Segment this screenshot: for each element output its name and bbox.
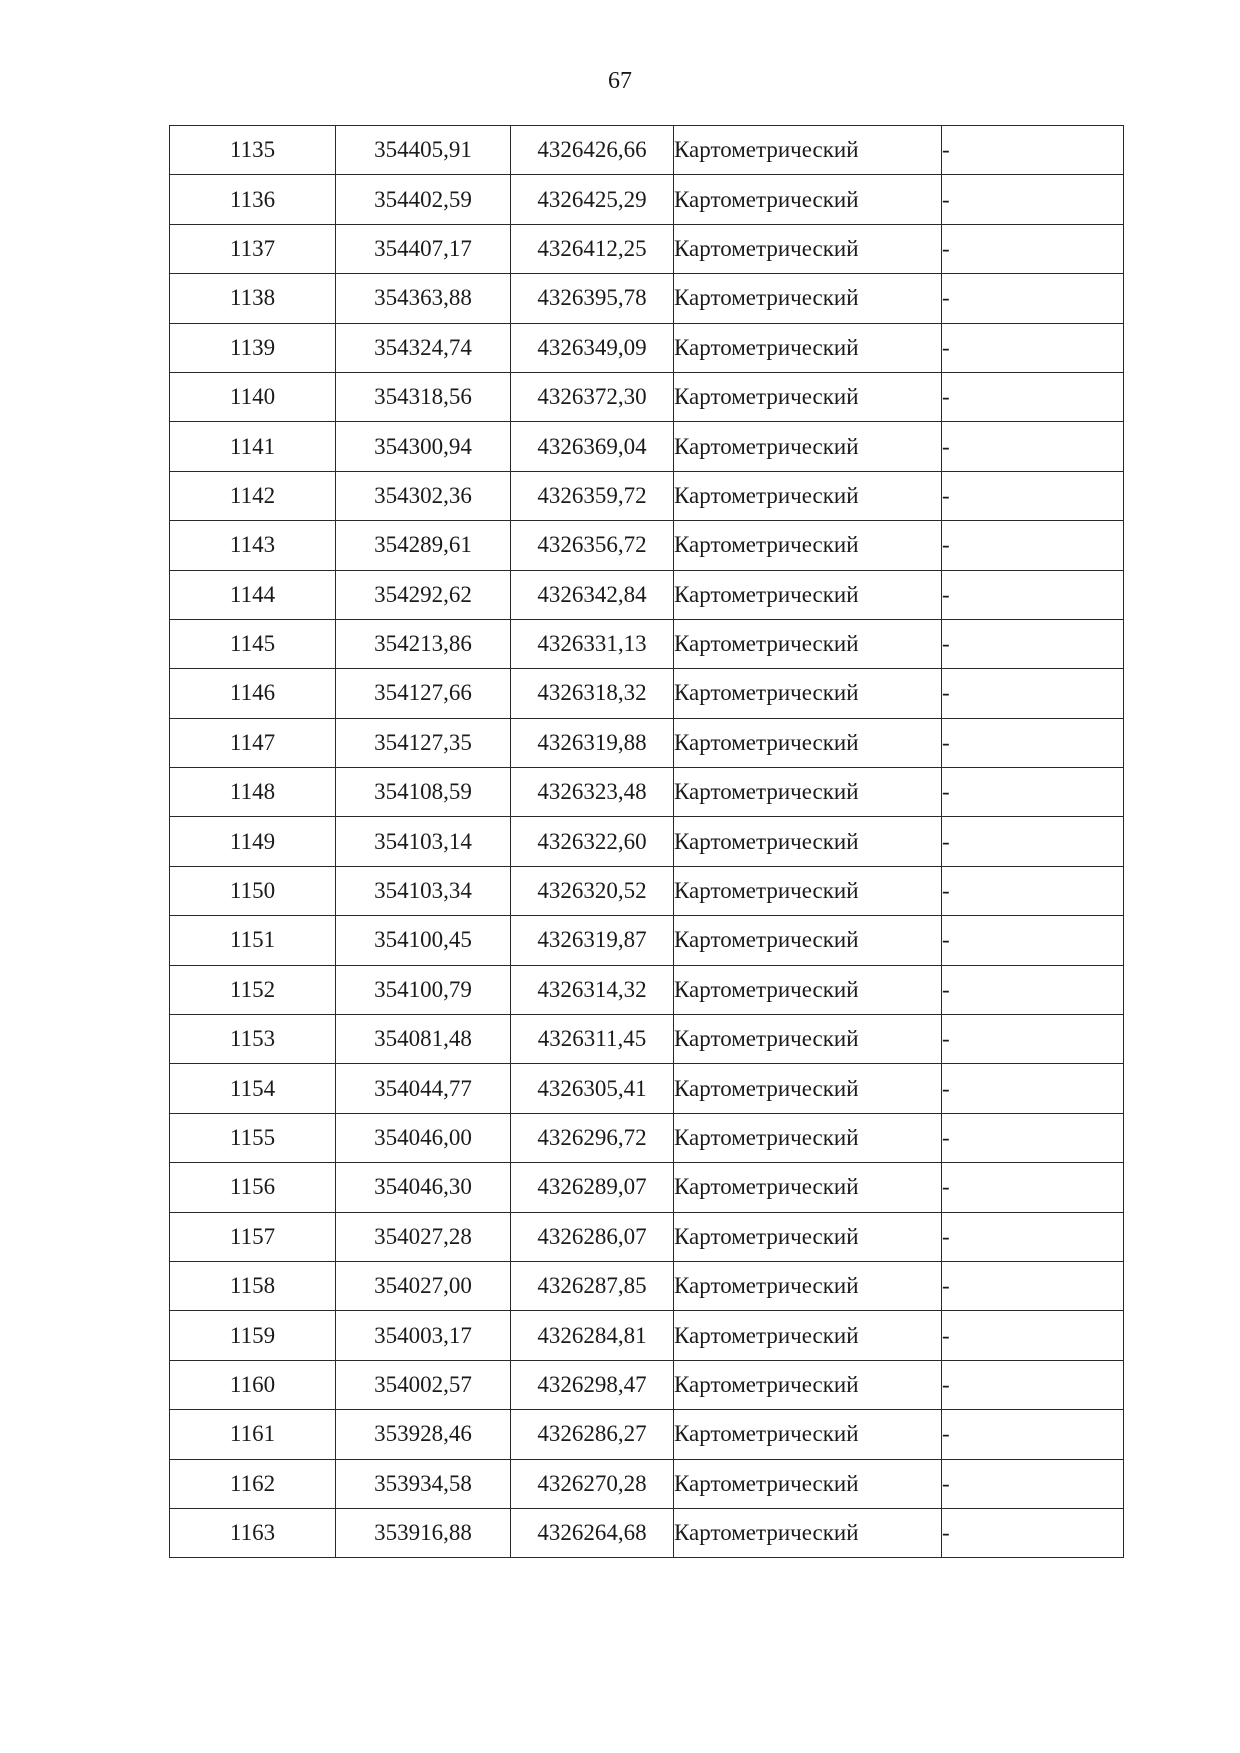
- table-row: [170, 768, 1124, 817]
- method-cell: Картометрический: [674, 521, 942, 570]
- note-cell: -: [942, 1261, 1124, 1310]
- x-coordinate-cell: 354127,35: [336, 718, 511, 767]
- table-row: [170, 1113, 1124, 1162]
- method-cell: Картометрический: [674, 1311, 942, 1360]
- method-cell: Картометрический: [674, 1261, 942, 1310]
- x-coordinate-cell: 354100,45: [336, 916, 511, 965]
- y-coordinate-cell: 4326318,32: [511, 669, 674, 718]
- point-number-cell: 1152: [170, 965, 336, 1014]
- table-row: [170, 1212, 1124, 1261]
- y-coordinate-cell: 4326356,72: [511, 521, 674, 570]
- point-number-cell: 1148: [170, 768, 336, 817]
- y-coordinate-cell: 4326296,72: [511, 1113, 674, 1162]
- note-cell: -: [942, 323, 1124, 372]
- table-row: [170, 570, 1124, 619]
- y-coordinate-cell: 4326412,25: [511, 224, 674, 273]
- method-cell: Картометрический: [674, 1064, 942, 1113]
- table-row: [170, 126, 1124, 175]
- method-cell: Картометрический: [674, 274, 942, 323]
- point-number-cell: 1138: [170, 274, 336, 323]
- y-coordinate-cell: 4326342,84: [511, 570, 674, 619]
- point-number-cell: 1135: [170, 126, 336, 175]
- table-row: [170, 274, 1124, 323]
- note-cell: -: [942, 1163, 1124, 1212]
- point-number-cell: 1159: [170, 1311, 336, 1360]
- x-coordinate-cell: 354027,28: [336, 1212, 511, 1261]
- note-cell: -: [942, 1459, 1124, 1508]
- x-coordinate-cell: 354213,86: [336, 619, 511, 668]
- note-cell: -: [942, 1311, 1124, 1360]
- point-number-cell: 1149: [170, 817, 336, 866]
- y-coordinate-cell: 4326287,85: [511, 1261, 674, 1310]
- point-number-cell: 1145: [170, 619, 336, 668]
- note-cell: -: [942, 126, 1124, 175]
- y-coordinate-cell: 4326270,28: [511, 1459, 674, 1508]
- method-cell: Картометрический: [674, 768, 942, 817]
- table-row: [170, 1064, 1124, 1113]
- table-row: [170, 1261, 1124, 1310]
- point-number-cell: 1162: [170, 1459, 336, 1508]
- method-cell: Картометрический: [674, 669, 942, 718]
- x-coordinate-cell: 354407,17: [336, 224, 511, 273]
- method-cell: Картометрический: [674, 422, 942, 471]
- y-coordinate-cell: 4326305,41: [511, 1064, 674, 1113]
- x-coordinate-cell: 354044,77: [336, 1064, 511, 1113]
- note-cell: -: [942, 916, 1124, 965]
- point-number-cell: 1153: [170, 1015, 336, 1064]
- method-cell: Картометрический: [674, 1113, 942, 1162]
- table-row: [170, 1410, 1124, 1459]
- page-number: 67: [608, 68, 632, 94]
- x-coordinate-cell: 354027,00: [336, 1261, 511, 1310]
- note-cell: -: [942, 570, 1124, 619]
- x-coordinate-cell: 354046,30: [336, 1163, 511, 1212]
- method-cell: Картометрический: [674, 570, 942, 619]
- method-cell: Картометрический: [674, 1508, 942, 1557]
- method-cell: Картометрический: [674, 175, 942, 224]
- x-coordinate-cell: 354002,57: [336, 1360, 511, 1409]
- point-number-cell: 1139: [170, 323, 336, 372]
- method-cell: Картометрический: [674, 1410, 942, 1459]
- table-row: [170, 1163, 1124, 1212]
- table-row: [170, 1311, 1124, 1360]
- table-row: [170, 521, 1124, 570]
- y-coordinate-cell: 4326319,88: [511, 718, 674, 767]
- point-number-cell: 1141: [170, 422, 336, 471]
- table-row: [170, 1360, 1124, 1409]
- note-cell: -: [942, 965, 1124, 1014]
- x-coordinate-cell: 353928,46: [336, 1410, 511, 1459]
- point-number-cell: 1157: [170, 1212, 336, 1261]
- point-number-cell: 1158: [170, 1261, 336, 1310]
- method-cell: Картометрический: [674, 224, 942, 273]
- y-coordinate-cell: 4326331,13: [511, 619, 674, 668]
- point-number-cell: 1143: [170, 521, 336, 570]
- x-coordinate-cell: 354324,74: [336, 323, 511, 372]
- table-row: [170, 224, 1124, 273]
- y-coordinate-cell: 4326286,27: [511, 1410, 674, 1459]
- table-row: [170, 965, 1124, 1014]
- note-cell: -: [942, 175, 1124, 224]
- note-cell: -: [942, 224, 1124, 273]
- y-coordinate-cell: 4326395,78: [511, 274, 674, 323]
- y-coordinate-cell: 4326372,30: [511, 372, 674, 421]
- table-row: [170, 471, 1124, 520]
- y-coordinate-cell: 4326320,52: [511, 866, 674, 915]
- table-row: [170, 718, 1124, 767]
- x-coordinate-cell: 354003,17: [336, 1311, 511, 1360]
- note-cell: -: [942, 1212, 1124, 1261]
- point-number-cell: 1155: [170, 1113, 336, 1162]
- y-coordinate-cell: 4326359,72: [511, 471, 674, 520]
- note-cell: -: [942, 1508, 1124, 1557]
- table-row: [170, 1015, 1124, 1064]
- y-coordinate-cell: 4326314,32: [511, 965, 674, 1014]
- x-coordinate-cell: 354289,61: [336, 521, 511, 570]
- note-cell: -: [942, 1410, 1124, 1459]
- note-cell: -: [942, 1113, 1124, 1162]
- point-number-cell: 1144: [170, 570, 336, 619]
- note-cell: -: [942, 372, 1124, 421]
- x-coordinate-cell: 354363,88: [336, 274, 511, 323]
- note-cell: -: [942, 619, 1124, 668]
- point-number-cell: 1136: [170, 175, 336, 224]
- table-row: [170, 323, 1124, 372]
- x-coordinate-cell: 354405,91: [336, 126, 511, 175]
- note-cell: -: [942, 866, 1124, 915]
- point-number-cell: 1146: [170, 669, 336, 718]
- y-coordinate-cell: 4326349,09: [511, 323, 674, 372]
- table-row: [170, 175, 1124, 224]
- y-coordinate-cell: 4326286,07: [511, 1212, 674, 1261]
- note-cell: -: [942, 1360, 1124, 1409]
- point-number-cell: 1151: [170, 916, 336, 965]
- point-number-cell: 1160: [170, 1360, 336, 1409]
- method-cell: Картометрический: [674, 1163, 942, 1212]
- point-number-cell: 1142: [170, 471, 336, 520]
- y-coordinate-cell: 4326425,29: [511, 175, 674, 224]
- point-number-cell: 1140: [170, 372, 336, 421]
- x-coordinate-cell: 354046,00: [336, 1113, 511, 1162]
- x-coordinate-cell: 354127,66: [336, 669, 511, 718]
- y-coordinate-cell: 4326369,04: [511, 422, 674, 471]
- coordinates-table: [169, 125, 1124, 1558]
- note-cell: -: [942, 1064, 1124, 1113]
- y-coordinate-cell: 4326426,66: [511, 126, 674, 175]
- note-cell: -: [942, 768, 1124, 817]
- note-cell: -: [942, 1015, 1124, 1064]
- y-coordinate-cell: 4326289,07: [511, 1163, 674, 1212]
- x-coordinate-cell: 354108,59: [336, 768, 511, 817]
- x-coordinate-cell: 354300,94: [336, 422, 511, 471]
- table-row: [170, 817, 1124, 866]
- x-coordinate-cell: 354402,59: [336, 175, 511, 224]
- x-coordinate-cell: 353916,88: [336, 1508, 511, 1557]
- x-coordinate-cell: 354318,56: [336, 372, 511, 421]
- point-number-cell: 1150: [170, 866, 336, 915]
- note-cell: -: [942, 422, 1124, 471]
- method-cell: Картометрический: [674, 1459, 942, 1508]
- method-cell: Картометрический: [674, 471, 942, 520]
- method-cell: Картометрический: [674, 718, 942, 767]
- y-coordinate-cell: 4326264,68: [511, 1508, 674, 1557]
- y-coordinate-cell: 4326323,48: [511, 768, 674, 817]
- table-row: [170, 1508, 1124, 1557]
- table-row: [170, 669, 1124, 718]
- table-row: [170, 619, 1124, 668]
- point-number-cell: 1137: [170, 224, 336, 273]
- y-coordinate-cell: 4326284,81: [511, 1311, 674, 1360]
- y-coordinate-cell: 4326319,87: [511, 916, 674, 965]
- note-cell: -: [942, 718, 1124, 767]
- y-coordinate-cell: 4326298,47: [511, 1360, 674, 1409]
- x-coordinate-cell: 354302,36: [336, 471, 511, 520]
- y-coordinate-cell: 4326322,60: [511, 817, 674, 866]
- x-coordinate-cell: 354103,14: [336, 817, 511, 866]
- point-number-cell: 1156: [170, 1163, 336, 1212]
- method-cell: Картометрический: [674, 866, 942, 915]
- method-cell: Картометрический: [674, 965, 942, 1014]
- coordinates-table-body: [170, 126, 1124, 1558]
- note-cell: -: [942, 521, 1124, 570]
- y-coordinate-cell: 4326311,45: [511, 1015, 674, 1064]
- table-row: [170, 1459, 1124, 1508]
- table-row: [170, 866, 1124, 915]
- note-cell: -: [942, 471, 1124, 520]
- table-row: [170, 372, 1124, 421]
- table-row: [170, 916, 1124, 965]
- point-number-cell: 1154: [170, 1064, 336, 1113]
- x-coordinate-cell: 354100,79: [336, 965, 511, 1014]
- x-coordinate-cell: 353934,58: [336, 1459, 511, 1508]
- point-number-cell: 1161: [170, 1410, 336, 1459]
- note-cell: -: [942, 274, 1124, 323]
- point-number-cell: 1147: [170, 718, 336, 767]
- x-coordinate-cell: 354081,48: [336, 1015, 511, 1064]
- note-cell: -: [942, 669, 1124, 718]
- point-number-cell: 1163: [170, 1508, 336, 1557]
- method-cell: Картометрический: [674, 126, 942, 175]
- method-cell: Картометрический: [674, 1212, 942, 1261]
- method-cell: Картометрический: [674, 323, 942, 372]
- method-cell: Картометрический: [674, 817, 942, 866]
- method-cell: Картометрический: [674, 1360, 942, 1409]
- method-cell: Картометрический: [674, 916, 942, 965]
- note-cell: -: [942, 817, 1124, 866]
- x-coordinate-cell: 354292,62: [336, 570, 511, 619]
- x-coordinate-cell: 354103,34: [336, 866, 511, 915]
- table-row: [170, 422, 1124, 471]
- method-cell: Картометрический: [674, 619, 942, 668]
- method-cell: Картометрический: [674, 1015, 942, 1064]
- method-cell: Картометрический: [674, 372, 942, 421]
